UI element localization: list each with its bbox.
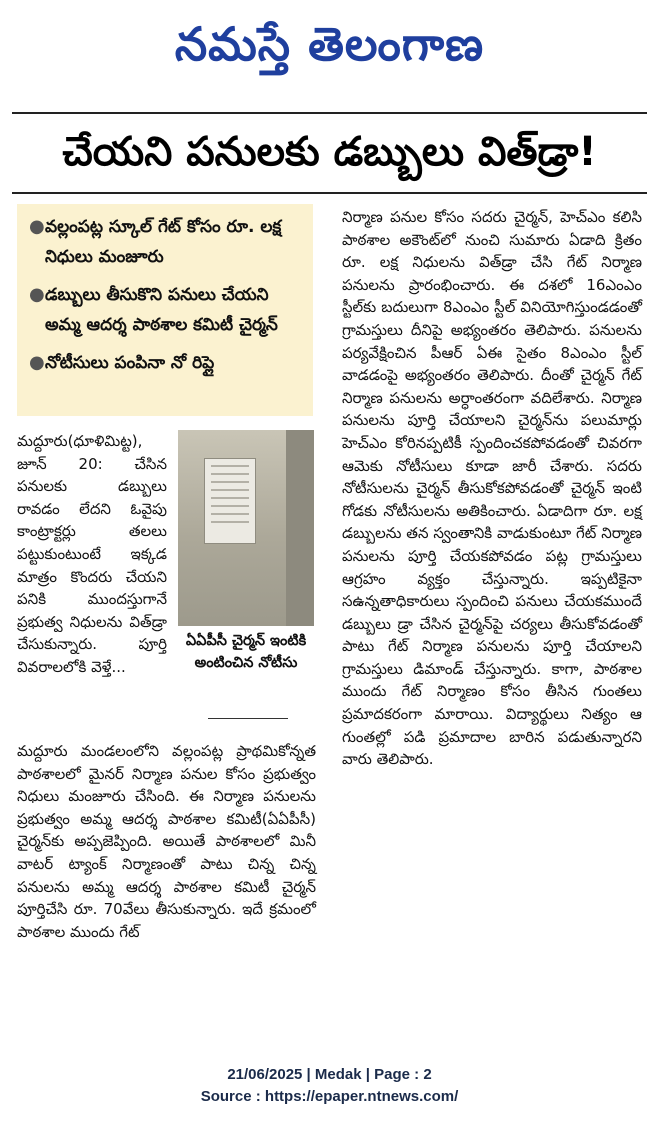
highlight-text: డబ్బులు తీసుకొని పనులు చేయని అమ్మ ఆదర్శ పాఠశాల కమిటీ చైర్మన్ <box>45 285 278 335</box>
article-headline: చేయని పనులకు డబ్బులు విత్‌డ్రా! <box>62 129 597 175</box>
highlight-text: వల్లంపట్ల స్కూల్ గేట్ కోసం రూ. లక్ష నిధులు మంజూరు <box>45 217 282 267</box>
news-photo <box>178 430 314 626</box>
body-paragraph: నిర్మాణ పనుల కోసం సదరు చైర్మన్, హెచ్ఎం కలిసి పాఠశాల అకౌంట్‌లో నుంచి సుమారు ఏడాది క్రితం రూ. లక్ష నిధులను విత్‌డ్రా చేసి గేట్ నిర్మాణ పనులను ప్రారంభించారు. ఈ దశలో 16ఎంఎం స్టీల్‌కు బదులుగా 8ఎంఎం స్టీల్ వినియోగిస్తుండడంతో గ్రామస్తులు దీనిపై అభ్యంతరం తెలిపారు. పనులను పర్యవేక్షించిన పీఆర్ ఏఈ సైతం 8ఎంఎం స్టీల్ వాడడంపై అభ్యంతరం తెలిపారు. దీంతో చైర్మన్ గేట్ నిర్మాణ పనులను అర్ధాంతరంగా వదిలేశారు. నిర్మాణ పనులను పూర్తి చేయాలని చైర్మన్‌ను పలుమార్లు హెచ్ఎం కోరినప్పటికీ స్పందించకపోవడంతో చివరగా ఆమెకు నోటీసులు కూడా జారీ చేశారు. సదరు నోటీసులను చైర్మన్ తీసుకోకపోవడంతో చైర్మన్ ఇంటి గోడకు నోటీసులను అతికించారు. ఏడాదిగా రూ. లక్ష డబ్బులను తన స్వంతానికి వాడుకుంటూ గేట్ నిర్మాణ పనులను పూర్తి చేయకపోవడం పట్ల గ్రామస్తులు ఆగ్రహం వ్యక్తం చేస్తున్నారు. ఇప్పటికైనా సఉన్నతాధికారులు స్పందించి పనులు చేయకముందే డబ్బులు డ్రా చేసిన చైర్మన్‌పై చర్యలు తీసుకోవడంతో పాటు గేట్ నిర్మాణ పనులను పూర్తి చేయాలని గ్రామస్తులు డిమాండ్ చేస్తున్నారు. కాగా, పాఠశాల ముందు గేట్ నిర్మాణం కోసం తీసిన గుంతలు ప్రమాదకరంగా మారాయి. విద్యార్థులు నిత్యం ఆ గుంతల్లో పడి ప్రమాదాల బారిన పడుతున్నారని వారు తెలిపారు. <box>342 208 642 769</box>
highlights-box <box>17 204 313 416</box>
highlight-item <box>29 280 303 340</box>
bullet-icon: ● <box>29 216 45 237</box>
highlight-item <box>29 348 303 378</box>
highlight-item <box>29 212 303 272</box>
headline-divider <box>12 192 647 194</box>
article-body-wide <box>17 740 316 943</box>
notice-paper-image <box>204 458 256 544</box>
photo-caption: ఏఏపీసీ చైర్మన్ ఇంటికి అంటించిన నోటీసు <box>185 633 307 671</box>
masthead-logo: నమస్తే తెలంగాణ <box>174 17 485 71</box>
highlight-text: నోటీసులు పంపినా నో రిప్లై <box>45 353 215 373</box>
article-body-narrow <box>17 430 167 679</box>
body-paragraph: మద్దూరు(ధూళిమిట్ట), జూన్ 20: చేసిన పనులకు డబ్బులు రావడం లేదని ఓవైపు కాంట్రాక్టర్లు తలలు పట్టుకుంటుంటే ఇక్కడ మాత్రం కొందరు చేయని పనికి ముందస్తుగానే ప్రభుత్వ నిధులను విత్‌డ్రా చేసుకున్నారు. పూర్తి వివరాలలోకి వెళ్తే... <box>17 432 167 676</box>
bullet-icon: ● <box>29 284 45 305</box>
header-divider <box>12 112 647 114</box>
bullet-icon: ● <box>29 352 45 373</box>
footer-date-edition: 21/06/2025 | Medak | Page : 2 <box>227 1066 432 1083</box>
caption-underline <box>208 718 288 719</box>
body-paragraph: మద్దూరు మండలంలోని వల్లంపట్ల ప్రాథమికోన్నత పాఠశాలలో మైనర్ నిర్మాణ పనుల కోసం ప్రభుత్వం నిధులు మంజూరు చేసింది. ఈ నిర్మాణ పనులను ప్రభుత్వం అమ్మ ఆదర్శ పాఠశాల కమిటీ(ఏఏపీసీ) చైర్మన్‌కు అప్పజెప్పింది. అయితే పాఠశాలలో మినీ వాటర్ ట్యాంక్ నిర్మాణంతో పాటు చిన్న చిన్న పనులను అమ్మ ఆదర్శ పాఠశాల కమిటీ చైర్మన్ పూర్తిచేసి రూ. 70వేలు తీసుకున్నారు. ఇదే క్రమంలో పాఠశాల ముందు గేట్ <box>17 742 316 941</box>
article-body-right <box>342 206 642 771</box>
footer-source: Source : https://epaper.ntnews.com/ <box>200 1088 459 1105</box>
